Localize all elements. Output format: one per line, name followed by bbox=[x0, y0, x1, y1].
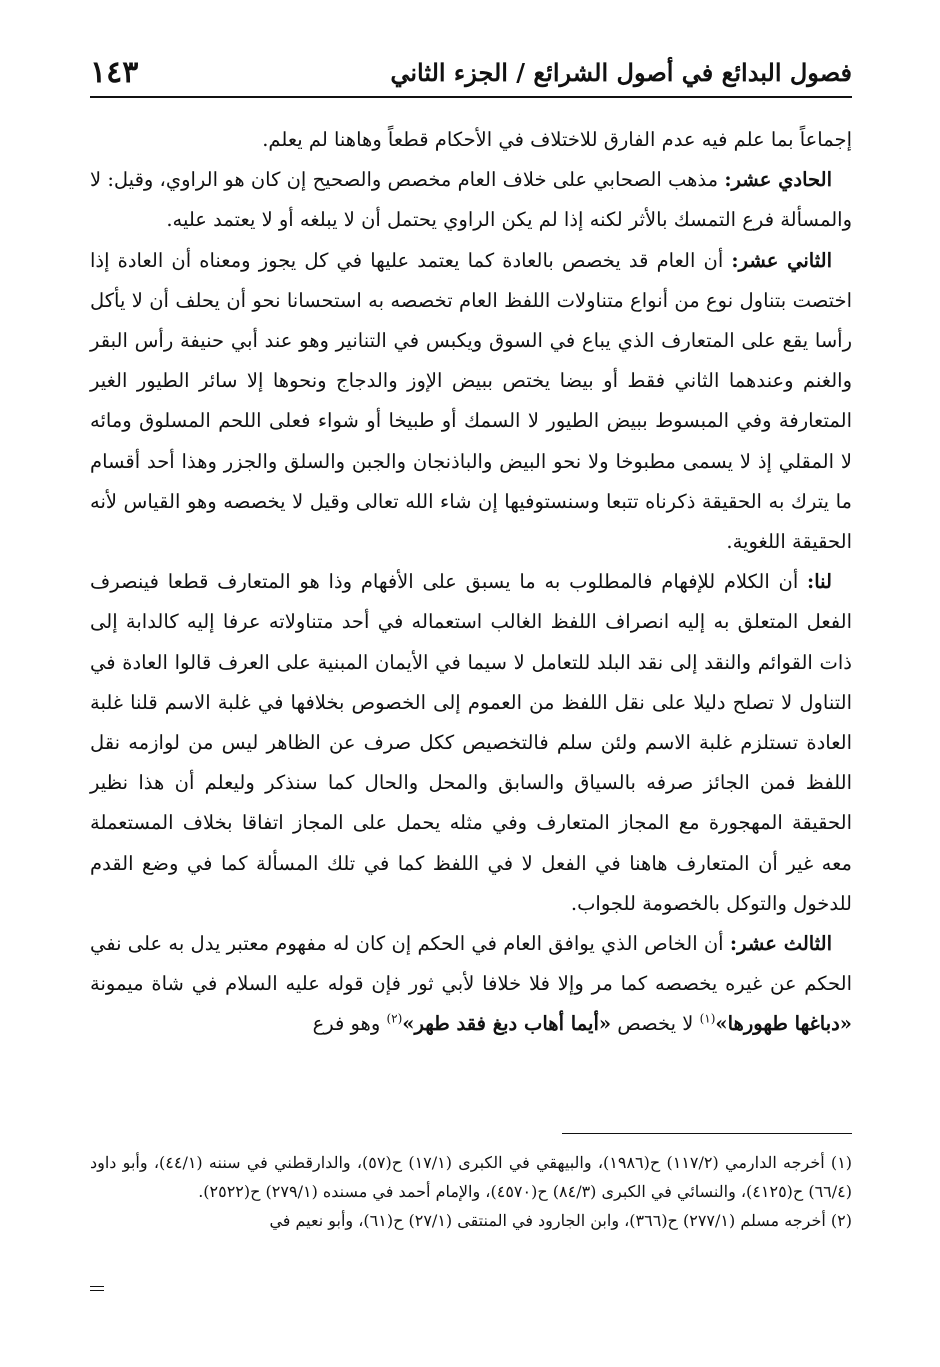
paragraph-text: مذهب الصحابي على خلاف العام مخصص والصحيح إن كان هو الراوي، وقيل: لا والمسألة فرع التمسك بالأثر لكنه إذا لم يكن الراوي يحتمل أن لا يبلغه أو لا يعتمد عليه. bbox=[90, 168, 852, 232]
footnote-separator bbox=[562, 1133, 852, 1134]
paragraph-text: إجماعاً بما علم فيه عدم الفارق للاختلاف في الأحكام قطعاً وهاهنا لم يعلم. bbox=[262, 128, 852, 151]
paragraph-text: وهو فرع bbox=[312, 1012, 387, 1036]
paragraph bbox=[90, 160, 852, 240]
footnote: (١) أخرجه الدارمي (١١٧/٢) ح(١٩٨٦)، والبيهقي في الكبرى (١٧/١) ح(٥٧)، والدارقطني في سننه (٤٤/١)، وأبو داود (٦٦/٤) ح(٤١٢٥)، والنسائي في الكبرى (٨٤/٣) ح(٤٥٧٠)، والإمام أحمد في مسنده (٢٧٩/١) ح(٢٥٢٢). bbox=[90, 1153, 853, 1201]
footnotes bbox=[90, 1148, 852, 1235]
page-number: ١٤٣ bbox=[90, 54, 139, 90]
section-heading: الثاني عشر: bbox=[731, 248, 832, 272]
paragraph bbox=[90, 120, 852, 160]
footnote-ref[interactable]: (١) bbox=[699, 1011, 716, 1026]
section-heading: الثالث عشر: bbox=[729, 932, 832, 956]
running-title: فصول البدائع في أصول الشرائع / الجزء الثاني bbox=[390, 57, 852, 87]
footnote: (٢) أخرجه مسلم (٢٧٧/١) ح(٣٦٦)، وابن الجارود في المنتقى (٢٧/١) ح(٦١)، وأبو نعيم في bbox=[269, 1211, 852, 1230]
paragraph-text: لا يخصص bbox=[611, 1012, 700, 1036]
page-header bbox=[90, 50, 852, 94]
header-rule bbox=[90, 96, 852, 98]
hadith-quote: «دباغها طهورها» bbox=[715, 1012, 852, 1036]
paragraph-text: أن الخاص الذي يوافق العام في الحكم إن كان له مفهوم معتبر يدل به على نفي الحكم عن غيره يخصصه كما مر وإلا فلا خلافا لأبي ثور فإن قوله عليه السلام في شاة ميمونة bbox=[90, 932, 852, 996]
paragraph bbox=[90, 924, 852, 1045]
paragraph bbox=[90, 241, 852, 563]
paragraph bbox=[90, 562, 852, 924]
main-text bbox=[90, 120, 852, 1045]
paragraph-text: أن الكلام للإفهام فالمطلوب به ما يسبق على الأفهام وذا هو المتعارف قطعا فينصرف الفعل المتعلق به إليه انصراف اللفظ الغالب استعماله في أحد متناولاته عرفا إليه كالدابة إلى ذات القوائم والنقد إلى نقد البلد للتعامل لا سيما في الأيمان المبنية على العرف قالوا العادة في التناول لا تصلح دليلا على نقل اللفظ من العموم إلى الخصوص بخلافها في غلبة الاسم قلنا غلبة العادة تستلزم غلبة الاسم ولئن سلم فالتخصيص ككل صرف عن الظاهر ليس من لوازمه نقل اللفظ فمن الجائز صرفه بالسياق والسابق والمحل والحال كما سنذكر وليعلم أن هذا نظير الحقيقة المهجورة مع المجاز المتعارف وفي مثله يحمل على المجاز اتفاقا بخلاف المستعملة معه غير أن المتعارف هاهنا في الفعل لا في اللفظ كما في تلك المسألة كما في وضع القدم للدخول والتوكل بالخصومة للجواب. bbox=[90, 570, 852, 915]
hadith-quote: «أيما أهاب دبغ فقد طهر» bbox=[402, 1012, 612, 1036]
footnote-ref[interactable]: (٢) bbox=[386, 1011, 403, 1026]
section-heading: الحادي عشر: bbox=[724, 168, 832, 192]
section-heading: لنا: bbox=[807, 570, 832, 594]
continuation-mark bbox=[90, 1286, 104, 1294]
paragraph-text: أن العام قد يخصص بالعادة كما يعتمد عليها في كل يجوز ومعناه أن العادة إذا اختصت بتناول نوع من أنواع متناولات اللفظ العام تخصصه به استحسانا نحو أن يحلف أن لا يأكل رأسا يقع على المتعارف الذي يباع في السوق ويكبس في التنانير وهو عند أبي حنيفة رأس البقر والغنم وعندهما الثاني فقط أو بيضا يختص ببيض الإوز والدجاج ونحوها إلا سائر الطيور الغير المتعارفة وفي المبسوط ببيض الطيور لا السمك أو طبيخا أو شواء فعلى اللحم المسلوق ومائه لا المقلي إذ لا يسمى مطبوخا ولا نحو البيض والباذنجان والجبن والسلق والجزر وهذا أحد أقسام ما يترك به الحقيقة ذكرناه تتبعا وسنستوفيها إن شاء الله تعالى وقيل لا يخصصه وهو القياس لأنه الحقيقة اللغوية. bbox=[90, 248, 852, 554]
